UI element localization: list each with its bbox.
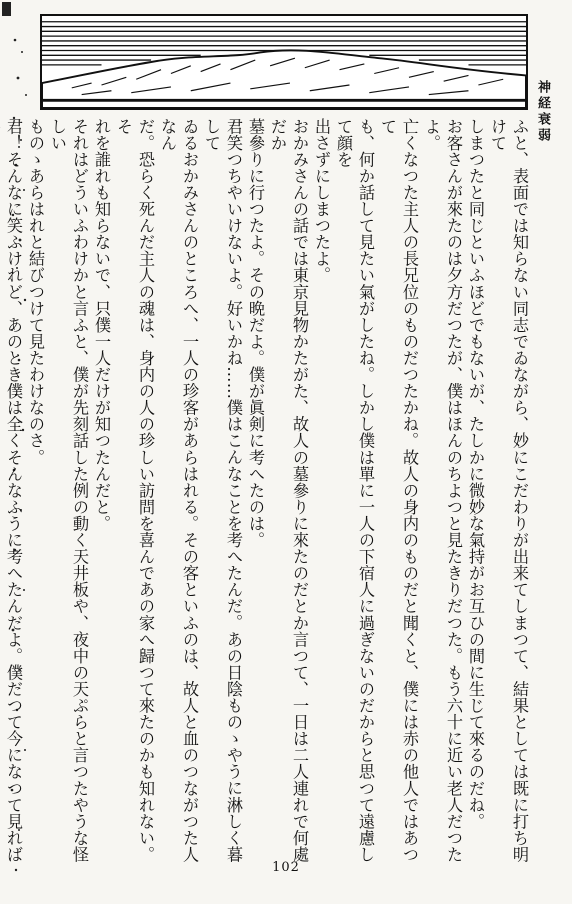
text-line: 出さずにしまつたよ。 — [312, 118, 331, 284]
text-line: おかみさんの話では東京見物かたがた、故人の墓參りに來たのだとか言つて、一日は二人連れで何處だか — [268, 118, 309, 863]
text-line: 墓參りに行つたよ。その晩だよ。僕が眞剣に考へたのは。 — [246, 118, 265, 549]
text-line: 君笑つちやいけないよ。好いかね……僕はこんなことを考へたんだ。あの日陰ものゝやうに淋しく暮して — [202, 118, 243, 863]
text-line: お客さんが來たのは夕方だつたが、僕はほんのちよつと見たきりだつた。もう六十に近い老人だつたよ。 — [422, 118, 463, 863]
text-line: も、何か話して見たい氣がしたね。しかし僕は單に一人の下宿人に過ぎないのだからと思つて遠慮して顔を — [334, 118, 375, 863]
body-text — [4, 118, 530, 870]
running-head: 神経衰弱 — [535, 80, 550, 144]
text-line: ゐるおかみさんのところへ、一人の珍客があらはれる。その客といふのは、故人と血のつながつた人なん — [158, 118, 199, 863]
text-line: 亡くなつた主人の長兄位のものだつたかね。故人の身内のものだと聞くと、僕には赤の他人ではあつて — [378, 118, 419, 863]
text-line: しまつたと同じといふほどでもないが、たしかに微妙な氣持がお互ひの間に生じて來るのだね。 — [466, 118, 485, 830]
text-line: 君！そんなに笑ふけれど、あのとき僕は全くそんなふうに考へたんだよ。僕だつて今になつて見れば — [4, 118, 23, 863]
text-line: ものゝあらはれと結びつけて見たわけなのさ。 — [26, 118, 45, 466]
text-line: だ。恐らく死んだ主人の魂は、身内の人の珍しい訪問を喜んであの家へ歸つて來たのかも知れない。そ — [114, 118, 155, 863]
page-number: 102 — [272, 860, 300, 875]
text-line: れを誰れも知らないで、只僕一人だけが知つたんだと。 — [92, 118, 111, 532]
header-woodcut-illustration — [40, 14, 528, 110]
text-line: ふと、表面では知らない同志でゐながら、妙にこだわりが出来てしまつて、結果としては既に打ち明けて — [488, 118, 529, 863]
text-line: それはどういふわけかと言ふと、僕が先刻話した例の動く天井板や、夜中の天ぷらと言つたやうな怪しい — [48, 118, 89, 863]
